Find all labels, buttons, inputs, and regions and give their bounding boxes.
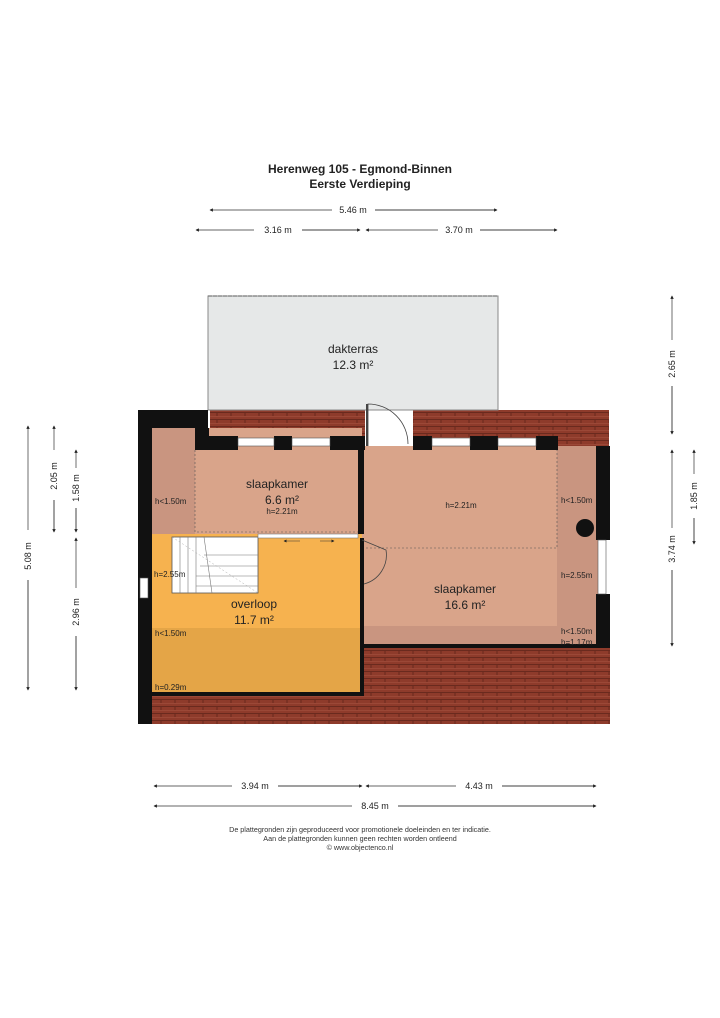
dim-right-lower: 3.74 m: [667, 535, 677, 563]
dim-left-total: 5.08 m: [23, 542, 33, 570]
dim-left-upper-inner: 1.58 m: [71, 474, 81, 502]
plan-title: Herenweg 105 - Egmond-Binnen: [267, 162, 453, 176]
room-area-dakterras: 12.3 m²: [332, 358, 374, 372]
dim-left-lower: 2.96 m: [71, 598, 81, 626]
height-note: h<1.50m: [561, 627, 593, 636]
disclaimer-line-2: Aan de plattegronden kunnen geen rechten worden ontleend: [263, 834, 457, 843]
dim-left-upper: 2.05 m: [49, 462, 59, 490]
height-note: h<1.50m: [561, 496, 593, 505]
dim-bottom-right: 4.43 m: [465, 781, 493, 791]
disclaimer-line-1: De plattegronden zijn geproduceerd voor promotionele doeleinden en ter indicatie.: [229, 825, 491, 834]
dim-right-upper: 2.65 m: [667, 350, 677, 378]
height-note: h=2.55m: [154, 570, 186, 579]
plan-subtitle: Eerste Verdieping: [309, 177, 411, 191]
chimney: [576, 519, 594, 537]
height-note: h<1.50m: [155, 497, 187, 506]
dim-bottom-total: 8.45 m: [361, 801, 389, 811]
room-area-overloop: 11.7 m²: [234, 613, 274, 627]
copyright-link[interactable]: © www.objectenco.nl: [326, 843, 394, 852]
room-area-slaapkamer-large: 16.6 m²: [444, 598, 486, 612]
room-label-dakterras: dakterras: [327, 342, 379, 356]
height-note: h=1.17m: [561, 638, 593, 647]
room-height-slaapkamer-small: h=2.21m: [266, 507, 298, 516]
dim-bottom-left: 3.94 m: [241, 781, 269, 791]
height-note: h=2.55m: [561, 571, 593, 580]
dim-top-left: 3.16 m: [264, 225, 292, 235]
dim-top-right: 3.70 m: [445, 225, 473, 235]
dim-right-inner: 1.85 m: [689, 482, 699, 510]
height-note: h=0.29m: [155, 683, 187, 692]
room-height-slaapkamer-large: h=2.21m: [445, 501, 477, 510]
room-label-slaapkamer-small: slaapkamer: [245, 477, 309, 491]
dim-top-total: 5.46 m: [339, 205, 367, 215]
staircase: [172, 537, 258, 593]
height-note: h<1.50m: [155, 629, 187, 638]
room-area-slaapkamer-small: 6.6 m²: [264, 493, 300, 507]
room-label-slaapkamer-large: slaapkamer: [433, 582, 497, 596]
room-label-overloop: overloop: [230, 597, 278, 611]
